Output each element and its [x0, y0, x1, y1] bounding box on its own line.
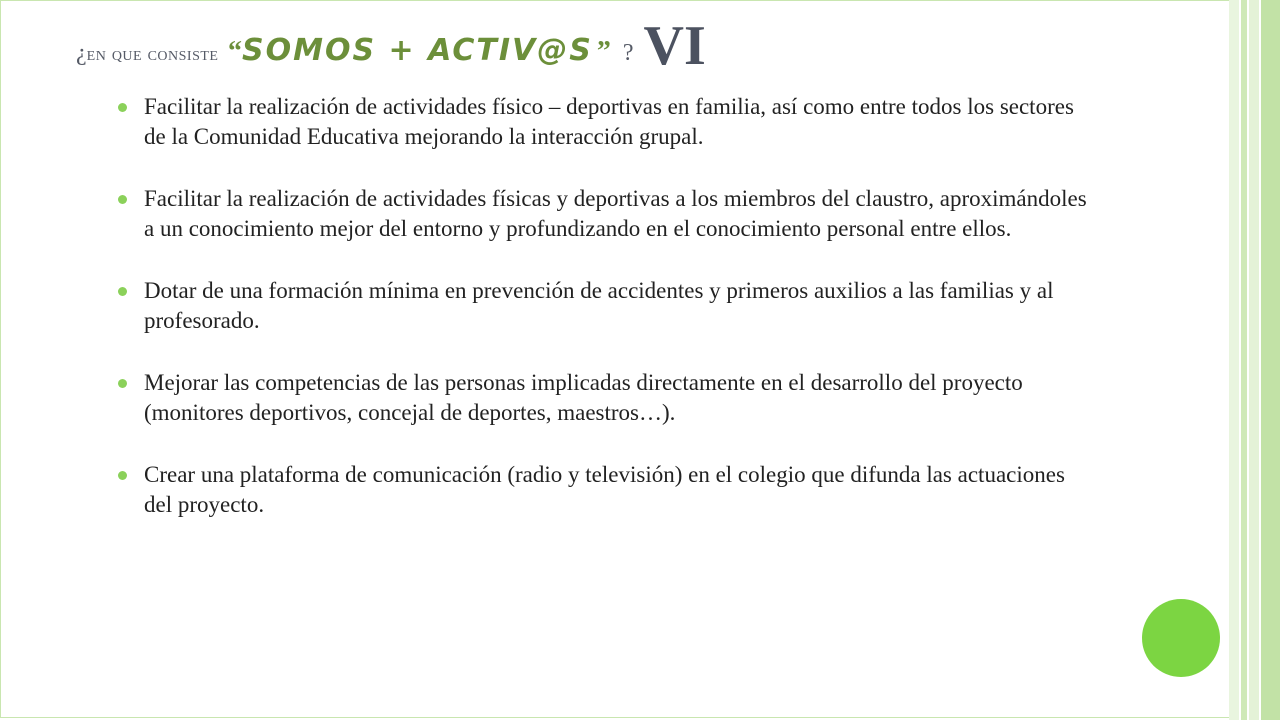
bullet-item	[118, 276, 1098, 336]
bullet-text: Mejorar las competencias de las personas implicadas directamente en el desarrollo del proyecto (monitores deportivos, concejal de deportes, maestros…).	[144, 370, 1023, 425]
title-numeral: VI	[643, 15, 706, 77]
bullet-dot-icon	[118, 379, 127, 388]
slide-title	[76, 14, 706, 77]
title-brand: SOMOS + ACTIV@S	[242, 33, 593, 68]
bullet-text: Crear una plataforma de comunicación (radio y televisión) en el colegio que difunda las actuaciones del proyecto.	[144, 462, 1065, 517]
decorative-side-stripes	[1229, 0, 1280, 720]
title-quote-close: ”	[596, 36, 611, 67]
bullet-list	[118, 92, 1098, 552]
stripe-2	[1241, 0, 1247, 720]
title-question-open: ¿	[76, 40, 87, 66]
title-quote-open: “	[228, 36, 242, 67]
bullet-dot-icon	[118, 287, 127, 296]
bullet-dot-icon	[118, 471, 127, 480]
bullet-text: Dotar de una formación mínima en prevención de accidentes y primeros auxilios a las familias y al profesorado.	[144, 278, 1054, 333]
stripe-1	[1229, 0, 1239, 720]
bullet-item	[118, 92, 1098, 152]
bullet-item	[118, 368, 1098, 428]
bullet-item	[118, 460, 1098, 520]
bullet-text: Facilitar la realización de actividades físicas y deportivas a los miembros del claustro, aproximándoles a un conocimiento mejor del entorno y profundizando en el conocimiento personal entre ellos.	[144, 186, 1087, 241]
title-question-close: ?	[616, 40, 634, 66]
bullet-text: Facilitar la realización de actividades físico – deportivas en familia, así como entre todos los sectores de la Comunidad Educativa mejorando la interacción grupal.	[144, 94, 1074, 149]
stripe-4	[1261, 0, 1280, 720]
bullet-dot-icon	[118, 195, 127, 204]
decorative-green-circle	[1142, 599, 1220, 677]
title-prefix: en que consiste	[86, 43, 224, 65]
stripe-3	[1249, 0, 1259, 720]
bullet-item	[118, 184, 1098, 244]
bullet-dot-icon	[118, 103, 127, 112]
